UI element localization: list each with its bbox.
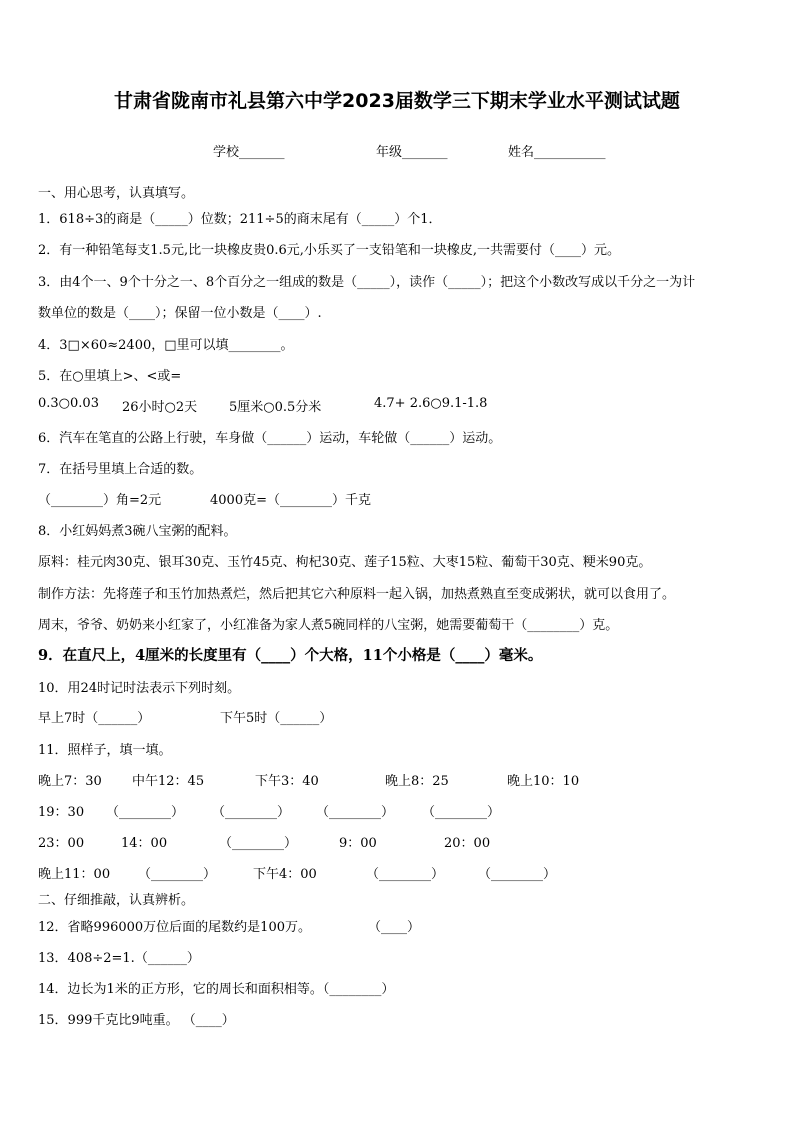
q11-cell: （________） [316,805,395,820]
q11-cell: 晚上7：30 [38,774,102,789]
q11-cell: 下午3：40 [255,774,319,789]
question-6: 6．汽车在笔直的公路上行驶，车身做（______）运动，车轮做（______）运动。 [38,431,502,446]
school-field: 学校_______ [213,145,285,160]
question-7: 7．在括号里填上合适的数。 [38,462,203,477]
question-3-line-2: 数单位的数是（____）；保留一位小数是（____）. [38,306,322,321]
section-2-heading: 二、仔细推敲，认真辨析。 [38,893,195,908]
q11-cell: 中午12：45 [132,774,205,789]
q8-ingredients: 原料：桂元肉30克、银耳30克、玉竹45克、枸杞30克、莲子15粒、大枣15粒、葡萄干30克、粳米90克。 [38,555,652,570]
q10-item: 下午5时（______） [220,711,333,726]
question-1: 1．618÷3的商是（_____）位数；211÷5的商末尾有（_____）个1． [38,212,442,227]
q11-cell: 晚上10：10 [507,774,580,789]
q11-cell: （________） [106,805,185,820]
q11-cell: 晚上11：00 [38,867,111,882]
q8-question: 周末，爷爷、奶奶来小红家了，小红准备为家人煮5碗同样的八宝粥，她需要葡萄干（________）克。 [38,618,619,633]
q7-item: （________）角=2元 [38,493,162,508]
question-13: 13．408÷2=1.（______） [38,951,200,966]
q5-item: 4.7+ 2.6○9.1-1.8 [374,396,488,411]
question-4: 4．3□×60≈2400，□里可以填________。 [38,338,294,353]
q11-cell: （________） [138,867,217,882]
q11-cell: 晚上8：25 [385,774,449,789]
question-15: 15．999千克比9吨重。 （____） [38,1013,235,1028]
q11-cell: 20：00 [444,836,491,851]
question-5: 5．在○里填上>、<或= [38,369,182,384]
question-8: 8．小红妈妈煮3碗八宝粥的配料。 [38,524,237,539]
section-1-heading: 一、用心思考，认真填写。 [38,186,195,201]
q11-cell: 9：00 [339,836,377,851]
question-10: 10．用24时记时法表示下列时刻。 [38,681,241,696]
q11-cell: 下午4：00 [253,867,317,882]
q10-item: 早上7时（______） [38,711,151,726]
question-14: 14．边长为1米的正方形，它的周长和面积相等。（________） [38,982,395,997]
q7-item: 4000克=（________）千克 [210,493,371,508]
q11-cell: （________） [478,867,557,882]
q5-item: 0.3○0.03 [38,396,99,411]
q11-cell: 23：00 [38,836,85,851]
question-2: 2．有一种铅笔每支1.5元,比一块橡皮贵0.6元,小乐买了一支铅笔和一块橡皮,一共需要付（____）元。 [38,243,621,258]
q11-cell: 19：30 [38,805,85,820]
q12-answer-blank: （____） [368,920,421,935]
question-11: 11．照样子，填一填。 [38,743,172,758]
question-9: 9．在直尺上，4厘米的长度里有（____）个大格，11个小格是（____）毫米。 [38,647,543,664]
grade-field: 年级_______ [376,145,448,160]
q5-item: 5厘米○0.5分米 [229,400,322,415]
q11-cell: （________） [366,867,445,882]
q11-cell: 14：00 [121,836,168,851]
q11-cell: （________） [422,805,501,820]
q5-item: 26小时○2天 [122,400,198,415]
q11-cell: （________） [212,805,291,820]
question-3-line-1: 3．由4个一、9个十分之一、8个百分之一组成的数是（_____），读作（_____）；把这个小数改写成以千分之一为计 [38,275,696,290]
page-title: 甘肃省陇南市礼县第六中学2023届数学三下期末学业水平测试试题 [114,90,680,112]
name-field: 姓名___________ [508,145,606,160]
q11-cell: （________） [219,836,298,851]
question-12: 12．省略996000万位后面的尾数约是100万。 [38,920,311,935]
q8-method: 制作方法：先将莲子和玉竹加热煮烂，然后把其它六种原料一起入锅，加热煮熟直至变成粥状，就可以食用了。 [38,587,676,602]
